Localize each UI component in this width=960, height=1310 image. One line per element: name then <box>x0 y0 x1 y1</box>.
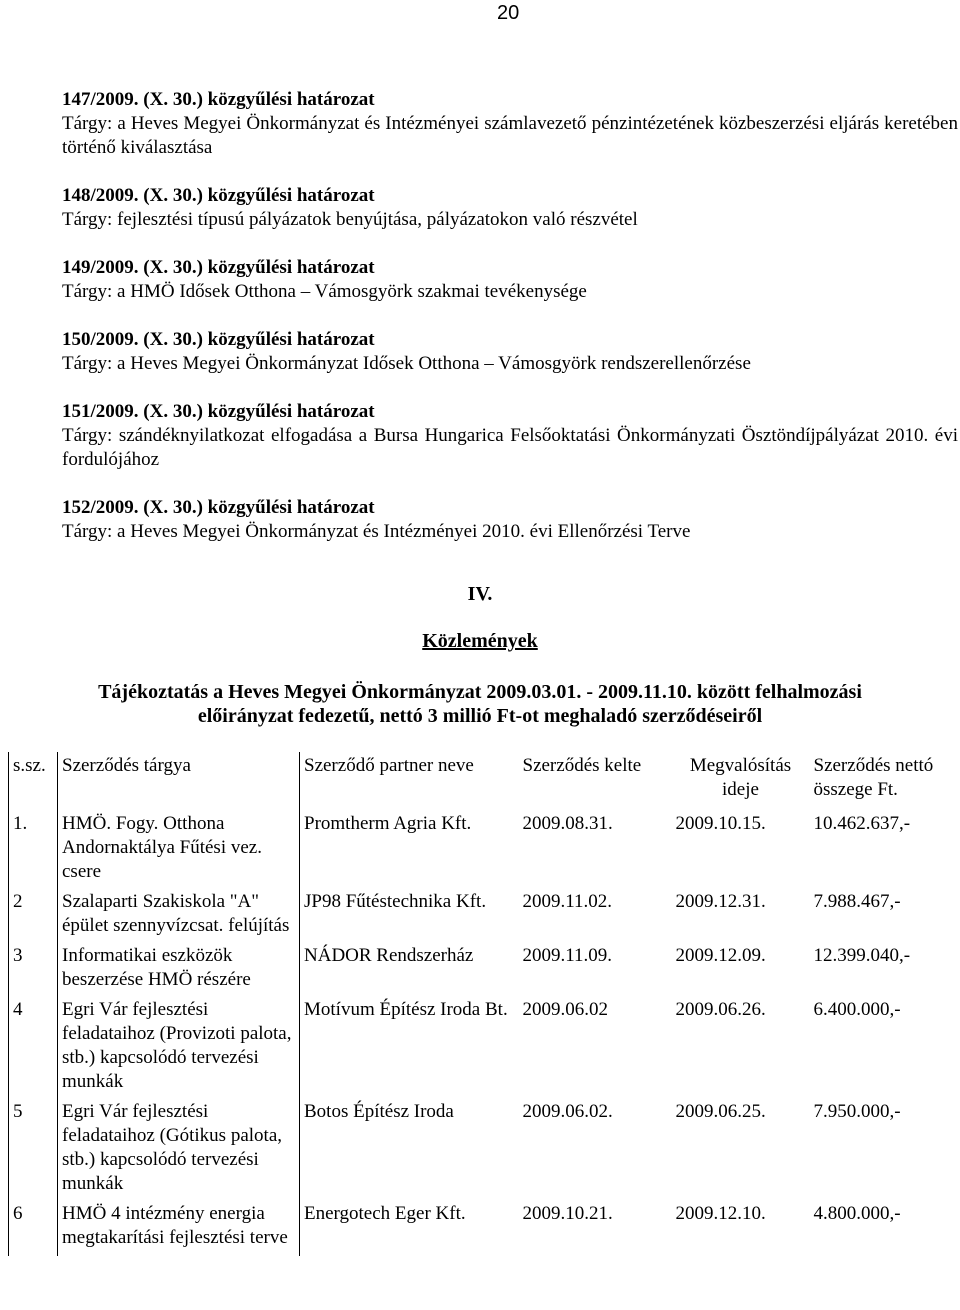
info-heading <box>0 680 960 728</box>
resolution-subject: Tárgy: a Heves Megyei Önkormányzat és Intézményei 2010. évi Ellenőrzési Terve <box>62 521 691 542</box>
cell-net-amount: 10.462.637,- <box>813 813 911 834</box>
cell-contract-date: 2009.06.02. <box>522 1101 613 1122</box>
table-row <box>9 1202 958 1256</box>
cell-contract-subject: HMÖ. Fogy. Otthona Andornaktálya Fűtési vez. csere <box>58 812 300 890</box>
resolution-subject: Tárgy: a Heves Megyei Önkormányzat Idősek Otthona – Vámosgyörk rendszerellenőrzése <box>62 353 751 374</box>
cell-contract-subject: Informatikai eszközök beszerzése HMÖ részére <box>58 944 300 998</box>
table-row <box>9 944 958 998</box>
header-net-amount: Szerződés nettó összege Ft. <box>813 755 934 800</box>
resolution-title: 152/2009. (X. 30.) közgyűlési határozat <box>62 497 375 518</box>
cell-net-amount: 12.399.040,- <box>813 945 911 966</box>
cell-partner: Motívum Építész Iroda Bt. <box>304 999 508 1020</box>
cell-contract-date: 2009.08.31. <box>522 813 613 834</box>
cell-serial-number: 6 <box>9 1202 58 1256</box>
resolution-subject: Tárgy: szándéknyilatkozat elfogadása a Bursa Hungarica Felsőoktatási Önkormányzati Ösztöndíjpályázat 2010. évi fordulójához <box>62 425 958 470</box>
resolution-title: 149/2009. (X. 30.) közgyűlési határozat <box>62 257 375 278</box>
resolution-title: 148/2009. (X. 30.) közgyűlési határozat <box>62 185 375 206</box>
cell-net-amount: 6.400.000,- <box>813 999 901 1020</box>
table-row <box>9 998 958 1100</box>
cell-partner: Energotech Eger Kft. <box>304 1203 466 1224</box>
cell-completion-date: 2009.06.25. <box>675 1101 766 1122</box>
cell-partner: JP98 Fűtéstechnika Kft. <box>304 891 487 912</box>
info-heading-line: Tájékoztatás a Heves Megyei Önkormányzat 2009.03.01. - 2009.11.10. között felhalmozási <box>98 681 862 703</box>
resolution-item <box>62 400 958 472</box>
cell-completion-date: 2009.12.09. <box>675 945 766 966</box>
cell-serial-number: 5 <box>9 1100 58 1202</box>
cell-contract-subject: Egri Vár fejlesztési feladataihoz (Provizoti palota, stb.) kapcsolódó tervezési munkák <box>58 998 300 1100</box>
table-row <box>9 812 958 890</box>
resolution-item <box>62 496 958 544</box>
resolution-title: 151/2009. (X. 30.) közgyűlési határozat <box>62 401 375 422</box>
cell-net-amount: 7.988.467,- <box>813 891 901 912</box>
cell-completion-date: 2009.10.15. <box>675 813 766 834</box>
cell-contract-date: 2009.11.02. <box>522 891 613 912</box>
resolution-subject: Tárgy: a Heves Megyei Önkormányzat és Intézményei számlavezető pénzintézetének közbeszerzési eljárás keretében történő kiválasztása <box>62 113 958 158</box>
resolution-item <box>62 256 958 304</box>
resolution-subject: Tárgy: fejlesztési típusú pályázatok benyújtása, pályázatokon való részvétel <box>62 209 638 230</box>
cell-completion-date: 2009.06.26. <box>675 999 766 1020</box>
header-completion-date: Megvalósítás ideje <box>689 755 792 800</box>
cell-net-amount: 4.800.000,- <box>813 1203 901 1224</box>
resolution-item <box>62 328 958 376</box>
cell-net-amount: 7.950.000,- <box>813 1101 901 1122</box>
cell-contract-date: 2009.06.02 <box>522 999 608 1020</box>
cell-contract-date: 2009.10.21. <box>522 1203 613 1224</box>
cell-serial-number: 4 <box>9 998 58 1100</box>
cell-contract-subject: Szalaparti Szakiskola "A" épület szennyvízcsat. felújítás <box>58 890 300 944</box>
cell-serial-number: 1. <box>9 812 58 890</box>
cell-partner: Botos Építész Iroda <box>304 1101 454 1122</box>
table-row <box>9 890 958 944</box>
cell-partner: NÁDOR Rendszerház <box>304 945 474 966</box>
header-serial-number: s.sz. <box>9 752 58 812</box>
header-partner: Szerződő partner neve <box>304 755 474 776</box>
resolution-title: 150/2009. (X. 30.) közgyűlési határozat <box>62 329 375 350</box>
cell-serial-number: 3 <box>9 944 58 998</box>
resolution-list <box>62 88 958 568</box>
resolution-item <box>62 88 958 160</box>
contracts-table <box>8 752 958 1256</box>
cell-completion-date: 2009.12.31. <box>675 891 766 912</box>
header-contract-date: Szerződés kelte <box>522 755 642 776</box>
resolution-title: 147/2009. (X. 30.) közgyűlési határozat <box>62 89 375 110</box>
resolution-subject: Tárgy: a HMÖ Idősek Otthona – Vámosgyörk szakmai tevékenysége <box>62 281 587 302</box>
section-title: Közlemények <box>422 630 538 652</box>
table-row <box>9 1100 958 1202</box>
header-contract-subject: Szerződés tárgya <box>58 752 300 812</box>
info-heading-line: előirányzat fedezetű, nettó 3 millió Ft-ot meghaladó szerződéseiről <box>197 705 763 727</box>
cell-completion-date: 2009.12.10. <box>675 1203 766 1224</box>
cell-contract-date: 2009.11.09. <box>522 945 613 966</box>
resolution-item <box>62 184 958 232</box>
cell-serial-number: 2 <box>9 890 58 944</box>
cell-contract-subject: Egri Vár fejlesztési feladataihoz (Gótikus palota, stb.) kapcsolódó tervezési munkák <box>58 1100 300 1202</box>
cell-contract-subject: HMÖ 4 intézmény energia megtakarítási fejlesztési terve <box>58 1202 300 1256</box>
table-header-row <box>9 752 958 812</box>
section-number: IV. <box>467 583 493 605</box>
cell-partner: Promtherm Agria Kft. <box>304 813 472 834</box>
page-number: 20 <box>497 2 520 24</box>
